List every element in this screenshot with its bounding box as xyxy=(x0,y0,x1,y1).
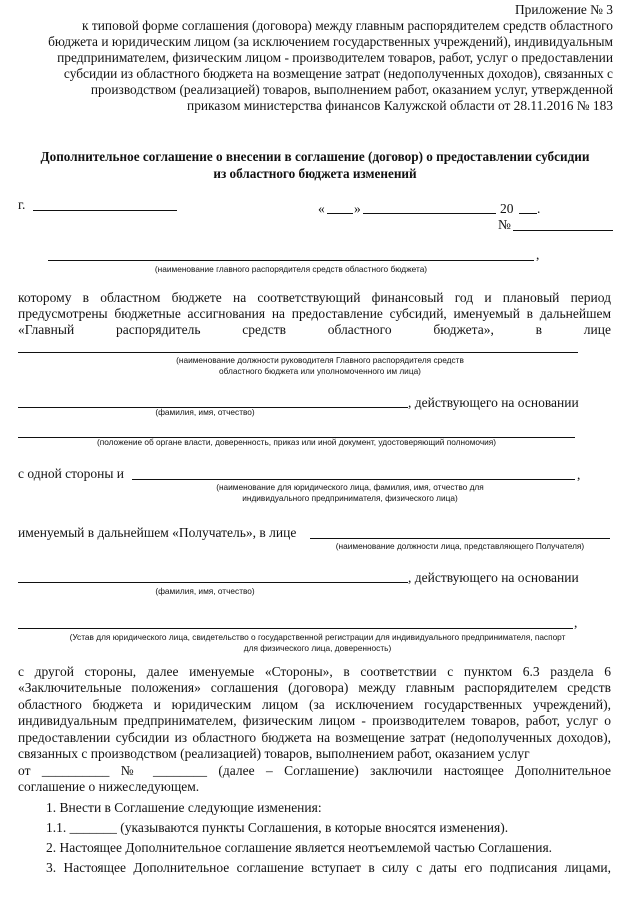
document-title-line1: Дополнительное соглашение о внесении в соглашение (договор) о предоставлении субсидии xyxy=(40,149,590,164)
item-1: 1. Внести в Соглашение следующие изменения: xyxy=(46,800,322,815)
date-close-quote: » xyxy=(354,201,361,216)
recipient-position-caption: (наименование должности лица, представляющего Получателя) xyxy=(335,541,585,551)
recipient-comma: , xyxy=(577,467,581,482)
recipient-position-field[interactable] xyxy=(310,538,610,539)
date-open-quote: « xyxy=(318,201,325,216)
head-position-caption-2: областного бюджета или уполномоченного им лица) xyxy=(219,366,421,376)
recipient-caption-2: индивидуального предпринимателя, физического лица) xyxy=(242,493,458,503)
date-year-end: . xyxy=(537,201,541,216)
item-3: 3. Настоящее Дополнительное соглашение вступает в силу с даты его подписания лицами, xyxy=(46,860,611,875)
number-field[interactable] xyxy=(513,230,613,231)
city-field[interactable] xyxy=(33,210,177,211)
appendix-line: к типовой форме соглашения (договора) между главным распорядителем средств областного xyxy=(82,18,613,33)
appendix-line: предпринимателем, физическим лицом - производителем товаров, работ, услуг о предоставлении xyxy=(57,50,613,65)
recipient-caption-1: (наименование для юридического лица, фамилия, имя, отчество для xyxy=(216,482,484,492)
paragraph-1-line2: предусмотрены бюджетные ассигнования на предоставление субсидий, именуемый в дальнейшем xyxy=(18,306,611,321)
appendix-line: субсидии из областного бюджета на возмещение затрат (недополученных доходов), связанных с xyxy=(63,66,613,81)
recipient-name-field[interactable] xyxy=(132,479,575,480)
item-2: 2. Настоящее Дополнительное соглашение является неотъемлемой частью Соглашения. xyxy=(46,840,553,855)
date-year-prefix: 20 xyxy=(500,201,514,216)
paragraph-1-line3: «Главный распорядитель средств областного бюджета», в лице xyxy=(18,322,611,337)
acting-basis-2: , действующего на основании xyxy=(408,570,579,585)
fio-caption-2: (фамилия, имя, отчество) xyxy=(155,586,255,596)
number-sign: № xyxy=(498,217,511,232)
charter-comma: , xyxy=(574,615,578,630)
paragraph-2: с другой стороны, далее именуемые «Стороны», в соответствии с пунктом 6.3 раздела 6 «Заключительные положения» соглашения (договора) между главным распорядителем средств областного бюджета и юридическим лицом (за исключением государственных учреждений), индивидуальным предпринимателем, физическим лицом - производителем товаров, работ, услуг о предоставлении субсидии из областного бюджета на возмещение затрат (недополученных доходов), связанных с производством (реализацией) товаров, выполнением работ, оказанием услуг xyxy=(18,664,611,762)
basis-document-caption: (положение об органе власти, доверенность, приказ или иной документ, удостоверяющий полномочия) xyxy=(96,437,497,447)
distributor-field[interactable] xyxy=(48,260,534,261)
charter-caption-1: (Устав для юридического лица, свидетельство о государственной регистрации для индивидуального предпринимателя, паспорт xyxy=(69,632,566,642)
fio-caption-1: (фамилия, имя, отчество) xyxy=(155,407,255,417)
distributor-comma: , xyxy=(536,247,540,262)
date-month-field[interactable] xyxy=(363,213,496,214)
paragraph-2-end: соглашение о нижеследующем. xyxy=(18,779,200,794)
recipient-fio-field[interactable] xyxy=(18,582,408,583)
appendix-title: Приложение № 3 xyxy=(514,2,613,17)
paragraph-1-line1: которому в областном бюджете на соответствующий финансовый год и плановый период xyxy=(18,290,611,305)
date-year-field[interactable] xyxy=(519,213,537,214)
appendix-line: бюджета и юридическим лицом (за исключением государственных учреждений), индивидуальным xyxy=(48,34,613,49)
charter-field[interactable] xyxy=(18,628,573,629)
paragraph-2-last-line: от __________ № ________ (далее – Соглашение) заключили настоящее Дополнительное xyxy=(18,763,611,778)
date-day-field[interactable] xyxy=(327,213,353,214)
distributor-caption: (наименование главного распорядителя средств областного бюджета) xyxy=(154,264,428,274)
item-1-1: 1.1. _______ (указываются пункты Соглашения, в которые вносятся изменения). xyxy=(46,820,509,835)
one-side-text: с одной стороны и xyxy=(18,466,125,481)
recipient-named-text: именуемый в дальнейшем «Получатель», в лице xyxy=(18,525,297,540)
appendix-line: приказом министерства финансов Калужской области от 28.11.2016 № 183 xyxy=(187,98,613,113)
appendix-line: производством (реализацией) товаров, выполнением работ, оказанием услуг, утвержденной xyxy=(90,82,613,97)
document-title-line2: из областного бюджета изменений xyxy=(213,166,417,181)
charter-caption-2: для физического лица, доверенность) xyxy=(243,643,392,653)
city-prefix: г. xyxy=(18,197,26,212)
acting-basis-1: , действующего на основании xyxy=(408,395,579,410)
head-position-caption-1: (наименование должности руководителя Главного распорядителя средств xyxy=(176,355,464,365)
head-position-field[interactable] xyxy=(18,352,578,353)
